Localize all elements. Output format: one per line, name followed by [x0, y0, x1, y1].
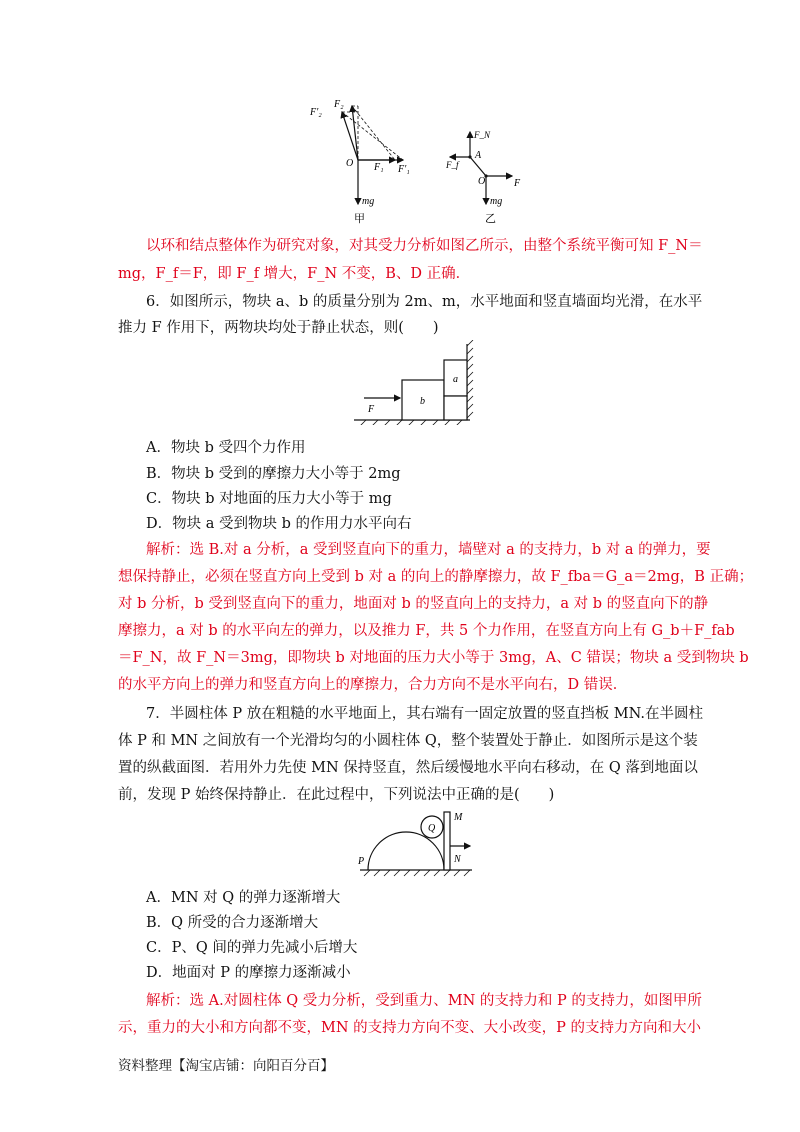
question-7-line: 7．半圆柱体 P 放在粗糙的水平地面上，其右端有一固定放置的竖直挡板 MN.在半圆柱 — [146, 706, 704, 722]
question-7-line: 置的纵截面图．若用外力先使 MN 保持竖直，然后缓慢地水平向右移动，在 Q 落到地面以 — [118, 760, 698, 776]
force-diagram-top — [300, 92, 540, 232]
label-FN: F_N — [474, 130, 491, 140]
label-F2-prime: F′₂ — [310, 107, 322, 118]
label-A: A — [475, 150, 482, 161]
label-O: O — [346, 158, 354, 169]
option-6-B: B．物块 b 受到的摩擦力大小等于 2mg — [146, 466, 401, 482]
diagram-yi — [445, 130, 521, 225]
analysis-6-line: 解析：选 B.对 a 分析，a 受到竖直向下的重力，墙壁对 a 的支持力，b 对 a 的弹力，要 — [146, 542, 711, 558]
figure-q7 — [354, 806, 484, 881]
analysis-6-line: 对 b 分析，b 受到竖直向下的重力，地面对 b 的竖直向上的支持力，a 对 b 的竖直向下的静 — [118, 596, 709, 612]
option-6-C: C．物块 b 对地面的压力大小等于 mg — [146, 491, 392, 507]
label-Q: Q — [428, 823, 436, 834]
label-Ff: F_f — [446, 160, 459, 170]
analysis-7-line: 解析：选 A.对圆柱体 Q 受力分析，受到重力、MN 的支持力和 P 的支持力，如图甲所 — [146, 993, 702, 1009]
label-F1: F₁ — [374, 162, 384, 173]
option-6-A: A．物块 b 受四个力作用 — [146, 440, 306, 456]
block-a-lower — [444, 396, 467, 420]
figure-q6 — [350, 340, 480, 425]
label-F: F — [514, 178, 521, 189]
label-F1-prime: F′₁ — [398, 164, 410, 175]
option-6-D: D．物块 a 受到物块 b 的作用力水平向右 — [146, 516, 412, 532]
analysis-6-line: ＝F_N，故 F_N＝3mg，即物块 b 对地面的压力大小等于 3mg，A、C 错误；物块 a 受到物块 b — [118, 650, 749, 666]
question-6-line: 6．如图所示，物块 a、b 的质量分别为 2m、m，水平地面和竖直墙面均光滑，在水平 — [146, 294, 703, 310]
option-7-D: D．地面对 P 的摩擦力逐渐减小 — [146, 965, 351, 981]
caption-yi: 乙 — [485, 213, 496, 225]
question-6-line: 推力 F 作用下，两物块均处于静止状态，则( ) — [118, 320, 439, 336]
label-mg: mg — [362, 196, 375, 207]
option-7-B: B．Q 所受的合力逐渐增大 — [146, 915, 319, 931]
board-MN — [444, 812, 450, 870]
option-7-C: C．P、Q 间的弹力先减小后增大 — [146, 940, 358, 956]
label-M: M — [454, 812, 463, 823]
analysis-line: 以环和结点整体作为研究对象，对其受力分析如图乙所示，由整个系统平衡可知 F_N＝ — [146, 238, 703, 254]
label-N: N — [454, 854, 461, 865]
label-b: b — [420, 396, 425, 407]
analysis-6-line: 摩擦力，a 对 b 的水平向左的弹力，以及推力 F，共 5 个力作用，在竖直方向上有 G_b＋F_fab — [118, 623, 735, 639]
question-7-line: 体 P 和 MN 之间放有一个光滑均匀的小圆柱体 Q，整个装置处于静止．如图所示是这个装 — [118, 733, 698, 749]
label-O-yi: O — [478, 176, 486, 187]
analysis-7-line: 示，重力的大小和方向都不变，MN 的支持力方向不变、大小改变，P 的支持力方向和大小 — [118, 1020, 702, 1036]
analysis-6-line: 的水平方向上的弹力和竖直方向上的摩擦力，合力方向不是水平向右，D 错误． — [118, 677, 628, 693]
label-P: P — [358, 856, 365, 867]
caption-jia: 甲 — [354, 213, 365, 225]
label-a: a — [453, 374, 458, 385]
label-F: F — [368, 404, 375, 415]
label-F2: F₂ — [334, 99, 344, 110]
analysis-6-line: 想保持静止，必须在竖直方向上受到 b 对 a 的向上的静摩擦力，故 F_fba＝G_a＝2mg，B 正确； — [118, 569, 754, 585]
option-7-A: A．MN 对 Q 的弹力逐渐增大 — [146, 890, 341, 906]
label-mg-yi: mg — [490, 196, 503, 207]
analysis-line: mg，F_f＝F，即 F_f 增大，F_N 不变，B、D 正确． — [118, 266, 471, 282]
footer-text: 资料整理【淘宝店铺：向阳百分百】 — [118, 1058, 334, 1074]
question-7-line: 前，发现 P 始终保持静止．在此过程中，下列说法中正确的是( ) — [118, 787, 555, 803]
diagram-jia — [309, 99, 410, 225]
